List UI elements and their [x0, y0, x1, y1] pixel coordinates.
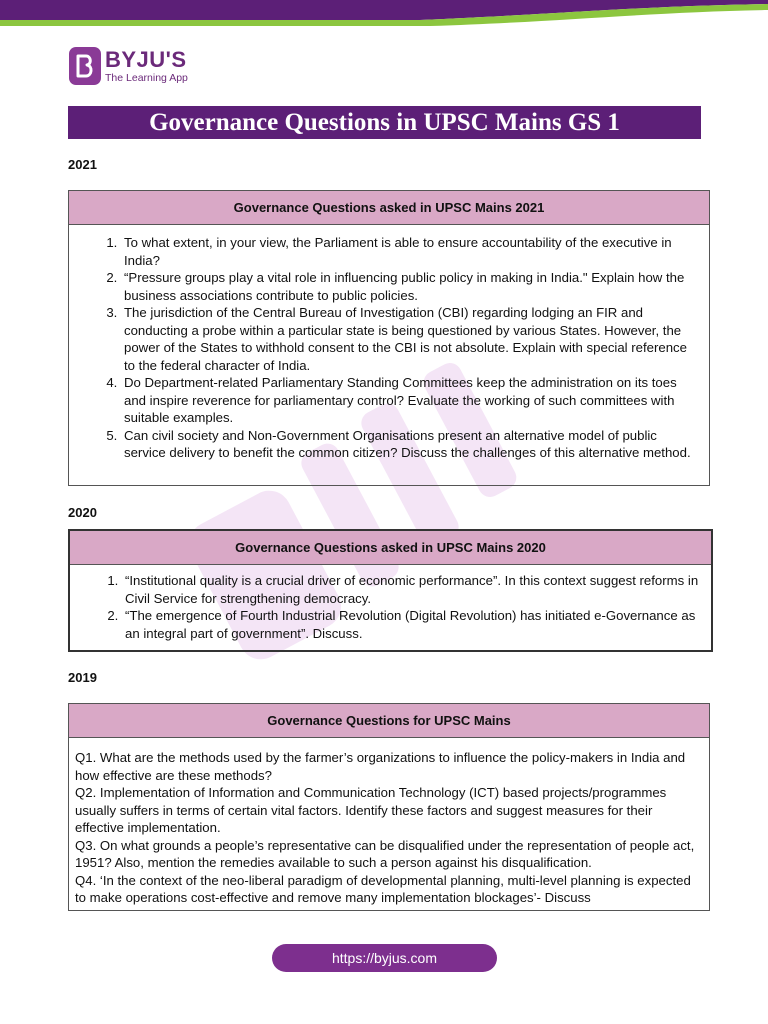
brand-tagline: The Learning App [105, 71, 188, 84]
byjus-logo-mark [69, 47, 101, 85]
table-header: Governance Questions asked in UPSC Mains 2020 [70, 531, 711, 565]
questions-table-2020 [68, 529, 713, 652]
list-item: 1. “Institutional quality is a crucial driver of economic performance”. In this context suggest reforms in Civil Service for strengthening democracy. [122, 572, 703, 607]
website-link[interactable]: https://byjus.com [272, 944, 497, 972]
question-item: Q1. What are the methods used by the farmer’s organizations to influence the policy-makers in India and how effective are these methods? [75, 750, 686, 783]
table-header: Governance Questions asked in UPSC Mains 2021 [69, 191, 709, 225]
list-item: 4. Do Department-related Parliamentary Standing Committees keep the administration on its toes and inspire reverence for parliamentary control? Evaluate the working of such committees with suitable examples. [121, 374, 701, 427]
questions-table-2021 [68, 190, 710, 486]
question-item: Q4. ‘In the context of the neo-liberal paradigm of developmental planning, multi-level planning is expected to make operations cost-effective and remove many implementation blockages’- Discuss [75, 872, 691, 905]
list-item: 3. The jurisdiction of the Central Bureau of Investigation (CBI) regarding lodging an FIR and conducting a probe within a particular state is being questioned by various States. However, the power of the States to withhold consent to the CBI is not absolute. Explain with special reference to the federal character of India. [121, 304, 701, 374]
questions-table-2019 [68, 703, 710, 911]
list-item: 2. “The emergence of Fourth Industrial Revolution (Digital Revolution) has initiated e-Governance as an integral part of government”. Discuss. [122, 607, 703, 642]
list-item: 2. “Pressure groups play a vital role in influencing public policy in making in India." Explain how the business associations contribute to public policies. [121, 269, 701, 304]
page-title: Governance Questions in UPSC Mains GS 1 [68, 106, 701, 139]
table-header: Governance Questions for UPSC Mains [69, 704, 709, 738]
top-swoosh-decoration [0, 0, 768, 34]
brand-name: BYJU'S [105, 46, 187, 72]
question-item: Q2. Implementation of Information and Communication Technology (ICT) based projects/programmes usually suffers in terms of certain vital factors. Identify these factors and suggest measures for their effective implementation. [75, 785, 667, 835]
year-label-2021: 2021 [68, 157, 97, 172]
question-item: Q3. On what grounds a people’s representative can be disqualified under the representation of people act, 1951? Also, mention the remedies available to such a person against his disqualification. [75, 837, 695, 870]
byjus-logo [69, 47, 188, 85]
year-label-2020: 2020 [68, 505, 97, 520]
logo-b-icon [74, 53, 96, 79]
year-label-2019: 2019 [68, 670, 97, 685]
list-item: 1. To what extent, in your view, the Parliament is able to ensure accountability of the executive in India? [121, 234, 701, 269]
list-item: 5. Can civil society and Non-Government Organisations present an alternative model of public service delivery to benefit the common citizen? Discuss the challenges of this alternative method. [121, 427, 701, 462]
